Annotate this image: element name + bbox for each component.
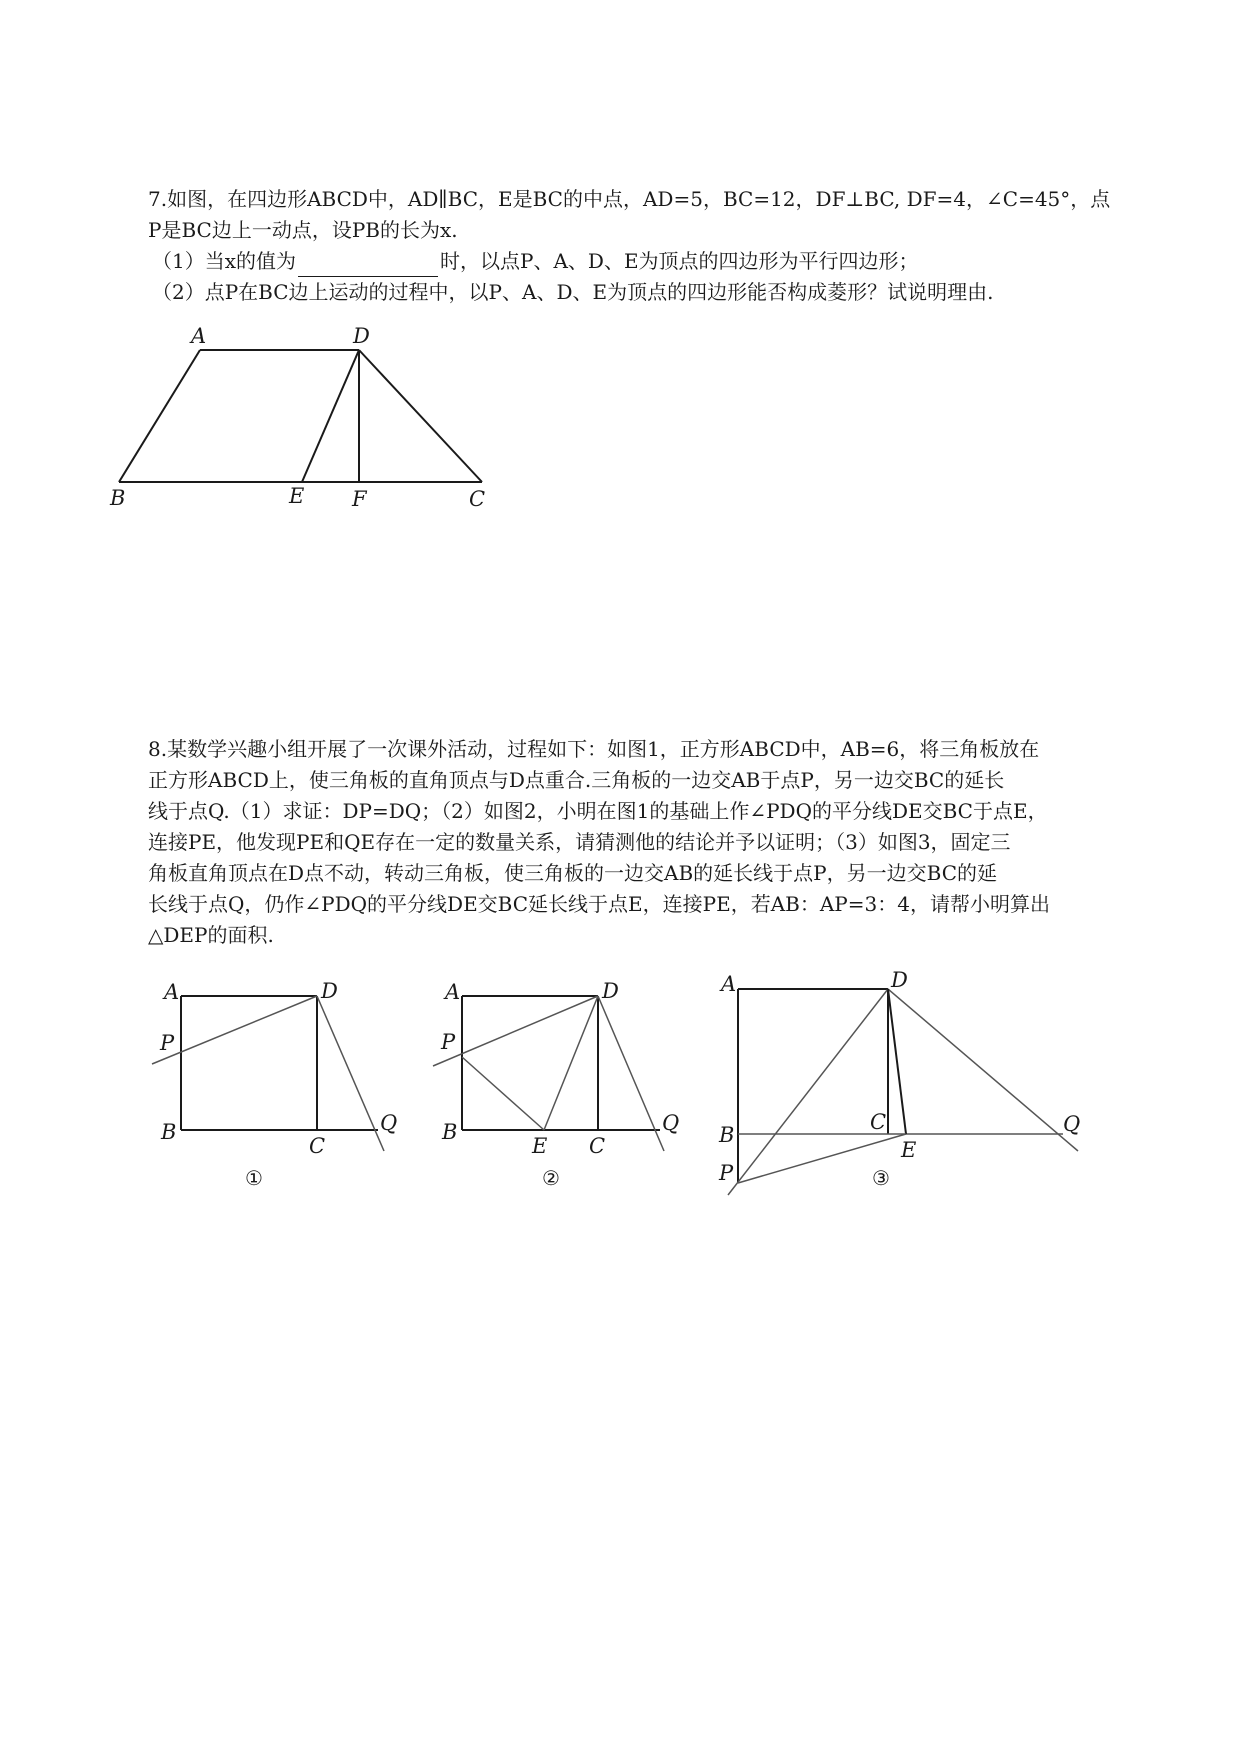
problem-8-line: △DEP的面积. xyxy=(148,923,274,947)
label-p: P xyxy=(160,1031,175,1055)
label-d: D xyxy=(891,968,908,992)
problem-8-line: 角板直角顶点在D点不动，转动三角板，使三角板的一边交AB的延长线于点P，另一边交BC的延 xyxy=(148,861,998,885)
problem-7-line-2: P是BC边上一动点，设PB的长为x. xyxy=(148,218,458,242)
figure-3-diagram xyxy=(718,968,1080,1195)
segment-ab xyxy=(119,350,200,482)
label-q: Q xyxy=(380,1111,398,1135)
problem-8-line: 连接PE，他发现PE和QE存在一定的数量关系，请猜测他的结论并予以证明；（3）如图3，固定三 xyxy=(148,830,1011,854)
figure-3-caption: ③ xyxy=(872,1166,890,1190)
label-a: A xyxy=(721,972,737,996)
problem-8-text xyxy=(148,734,1094,951)
segment-dp-extended xyxy=(728,989,888,1195)
segment-pd-extended xyxy=(433,996,598,1066)
figure-1-diagram xyxy=(152,979,397,1190)
problem-8-line: 线于点Q.（1）求证：DP=DQ；（2）如图2，小明在图1的基础上作∠PDQ的平分线DE交BC于点E， xyxy=(148,799,1048,823)
segment-dq-extended xyxy=(888,989,1081,1151)
label-q: Q xyxy=(1063,1112,1081,1136)
label-a: A xyxy=(445,980,461,1004)
segment-pe xyxy=(738,1134,906,1183)
label-a: A xyxy=(191,324,207,348)
segment-dq-extended xyxy=(317,996,384,1151)
label-q: Q xyxy=(662,1111,680,1135)
label-p: P xyxy=(441,1030,456,1054)
problem-8-line: 正方形ABCD上，使三角板的直角顶点与D点重合.三角板的一边交AB于点P，另一边交BC的延长 xyxy=(148,768,1005,792)
problem-8-line: 长线于点Q，仍作∠PDQ的平分线DE交BC延长线于点E，连接PE，若AB：AP=3：4，请帮小明算出 xyxy=(148,892,1050,916)
label-d: D xyxy=(602,979,619,1003)
label-f: F xyxy=(352,487,367,511)
problem-7-question-2: （2）点P在BC边上运动的过程中，以P、A、D、E为顶点的四边形能否构成菱形？试说明理由. xyxy=(152,280,994,304)
segment-pd-extended xyxy=(152,996,317,1064)
problem-7-question-1 xyxy=(148,246,1094,277)
label-c: C xyxy=(469,487,486,511)
label-e: E xyxy=(532,1134,548,1158)
question-1-prefix: （1）当x的值为 xyxy=(152,249,297,273)
label-e: E xyxy=(901,1138,917,1162)
label-b: B xyxy=(161,1120,177,1144)
label-a: A xyxy=(164,980,180,1004)
label-p: P xyxy=(719,1161,734,1185)
figure-1-caption: ① xyxy=(245,1166,263,1190)
question-1-suffix: 时，以点P、A、D、E为顶点的四边形为平行四边形； xyxy=(440,249,919,273)
segment-de xyxy=(544,996,598,1130)
label-c: C xyxy=(309,1134,326,1158)
figure-2-caption: ② xyxy=(542,1166,560,1190)
label-b: B xyxy=(110,486,126,510)
label-b: B xyxy=(719,1123,735,1147)
segment-dc xyxy=(359,350,482,482)
label-d: D xyxy=(353,324,370,348)
problem-8-line: 8.某数学兴趣小组开展了一次课外活动，过程如下：如图1，正方形ABCD中，AB=6，将三角板放在 xyxy=(148,737,1040,761)
segment-dq-extended xyxy=(598,996,664,1151)
label-d: D xyxy=(321,979,338,1003)
figure-2-diagram xyxy=(433,979,679,1190)
trapezoid-diagram xyxy=(109,324,485,511)
segment-de xyxy=(302,350,359,482)
answer-blank[interactable] xyxy=(298,254,438,277)
problem-7-text xyxy=(148,184,1111,308)
label-c: C xyxy=(870,1110,887,1134)
label-c: C xyxy=(589,1134,606,1158)
segment-pe xyxy=(462,1057,544,1130)
label-e: E xyxy=(289,484,305,508)
problem-7-line-1: 7.如图，在四边形ABCD中，AD∥BC，E是BC的中点，AD=5，BC=12，DF⊥BC, DF=4，∠C=45°，点 xyxy=(148,187,1111,211)
segment-de xyxy=(888,989,906,1134)
label-b: B xyxy=(442,1120,458,1144)
